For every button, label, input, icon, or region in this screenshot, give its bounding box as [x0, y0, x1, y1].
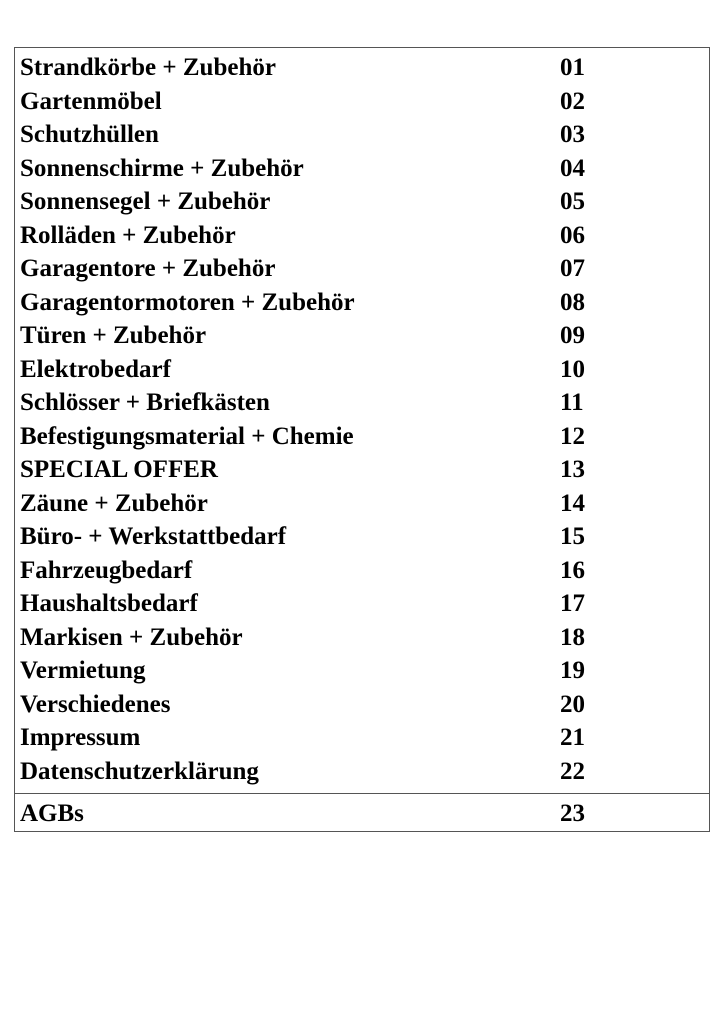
toc-entry-label: Sonnensegel + Zubehör: [20, 188, 271, 215]
toc-entry-page: 18: [560, 623, 585, 651]
toc-entry-page: 12: [560, 422, 585, 450]
toc-entry[interactable]: [15, 219, 709, 253]
toc-entry[interactable]: [15, 185, 709, 219]
toc-entry-label: Türen + Zubehör: [20, 322, 207, 349]
toc-entry-page: 21: [560, 724, 585, 751]
toc-entry[interactable]: [15, 152, 709, 186]
toc-entry-page: 16: [560, 556, 585, 584]
toc-entry[interactable]: [15, 621, 709, 655]
toc-entry-page: 10: [560, 355, 585, 383]
toc-entry-page: 15: [560, 523, 585, 550]
toc-entry-page: 01: [560, 54, 585, 81]
toc-entry[interactable]: [15, 420, 709, 454]
toc-entry-label: Impressum: [20, 724, 141, 751]
toc-entry[interactable]: [15, 721, 709, 755]
toc-entry[interactable]: [15, 386, 709, 420]
toc-entry-label: SPECIAL OFFER: [20, 456, 218, 483]
toc-entry-label: Garagentormotoren + Zubehör: [20, 288, 355, 316]
toc-entry[interactable]: [15, 118, 709, 152]
toc-entry[interactable]: [15, 554, 709, 588]
toc-entry-page: 08: [560, 288, 585, 316]
toc-entry-label: Vermietung: [20, 657, 146, 684]
toc-entry-label: Strandkörbe + Zubehör: [20, 54, 276, 81]
toc-entry[interactable]: [15, 654, 709, 688]
toc-entry-page: 23: [560, 800, 585, 827]
toc-entry-page: 06: [560, 221, 585, 249]
toc-entry[interactable]: [15, 353, 709, 387]
toc-entry-label: Markisen + Zubehör: [20, 623, 243, 651]
toc-entry-page: 07: [560, 255, 585, 282]
toc-entry-page: 13: [560, 456, 585, 483]
toc-entry-label: Haushaltsbedarf: [20, 590, 198, 617]
toc-entry-page: 05: [560, 188, 585, 215]
toc-entry-page: 20: [560, 690, 585, 718]
toc-entry-agbs[interactable]: [15, 797, 709, 831]
toc-entry-label: Zäune + Zubehör: [20, 489, 208, 517]
toc-entry-label: Fahrzeugbedarf: [20, 556, 193, 584]
toc-entry[interactable]: [15, 453, 709, 487]
toc-entry-page: 04: [560, 154, 585, 182]
toc-entry-page: 02: [560, 87, 585, 115]
toc-entry[interactable]: [15, 51, 709, 85]
toc-entry[interactable]: [15, 587, 709, 621]
toc-entry-label: Schlösser + Briefkästen: [20, 389, 270, 416]
toc-entry[interactable]: [15, 286, 709, 320]
toc-entry-label: Elektrobedarf: [20, 355, 171, 383]
toc-entry-page: 03: [560, 121, 585, 148]
toc-entry-page: 19: [560, 657, 585, 684]
toc-entry-label: Datenschutzerklärung: [20, 757, 259, 785]
toc-entry[interactable]: [15, 319, 709, 353]
toc-entry-label: Sonnenschirme + Zubehör: [20, 154, 304, 182]
toc-divider: [15, 793, 709, 794]
toc-entry-label: Schutzhüllen: [20, 121, 159, 148]
toc-entry[interactable]: [15, 85, 709, 119]
toc-entry[interactable]: [15, 252, 709, 286]
toc-entry-page: 09: [560, 322, 585, 349]
toc-entry[interactable]: [15, 520, 709, 554]
toc-entry-page: 14: [560, 489, 585, 517]
toc-entry-label: Rolläden + Zubehör: [20, 221, 236, 249]
toc-entry[interactable]: [15, 755, 709, 789]
toc-entry-page: 11: [560, 389, 584, 416]
toc-entry-label: Büro- + Werkstattbedarf: [20, 523, 287, 550]
toc-entry-label: Befestigungsmaterial + Chemie: [20, 422, 354, 450]
toc-entry[interactable]: [15, 688, 709, 722]
table-of-contents: [14, 47, 710, 832]
toc-entry[interactable]: [15, 487, 709, 521]
toc-list: [15, 51, 709, 788]
toc-entry-label: Garagentore + Zubehör: [20, 255, 276, 282]
toc-entry-label: AGBs: [20, 800, 84, 827]
toc-entry-label: Verschiedenes: [20, 690, 171, 718]
toc-entry-label: Gartenmöbel: [20, 87, 162, 115]
toc-entry-page: 22: [560, 757, 585, 785]
toc-entry-page: 17: [560, 590, 585, 617]
